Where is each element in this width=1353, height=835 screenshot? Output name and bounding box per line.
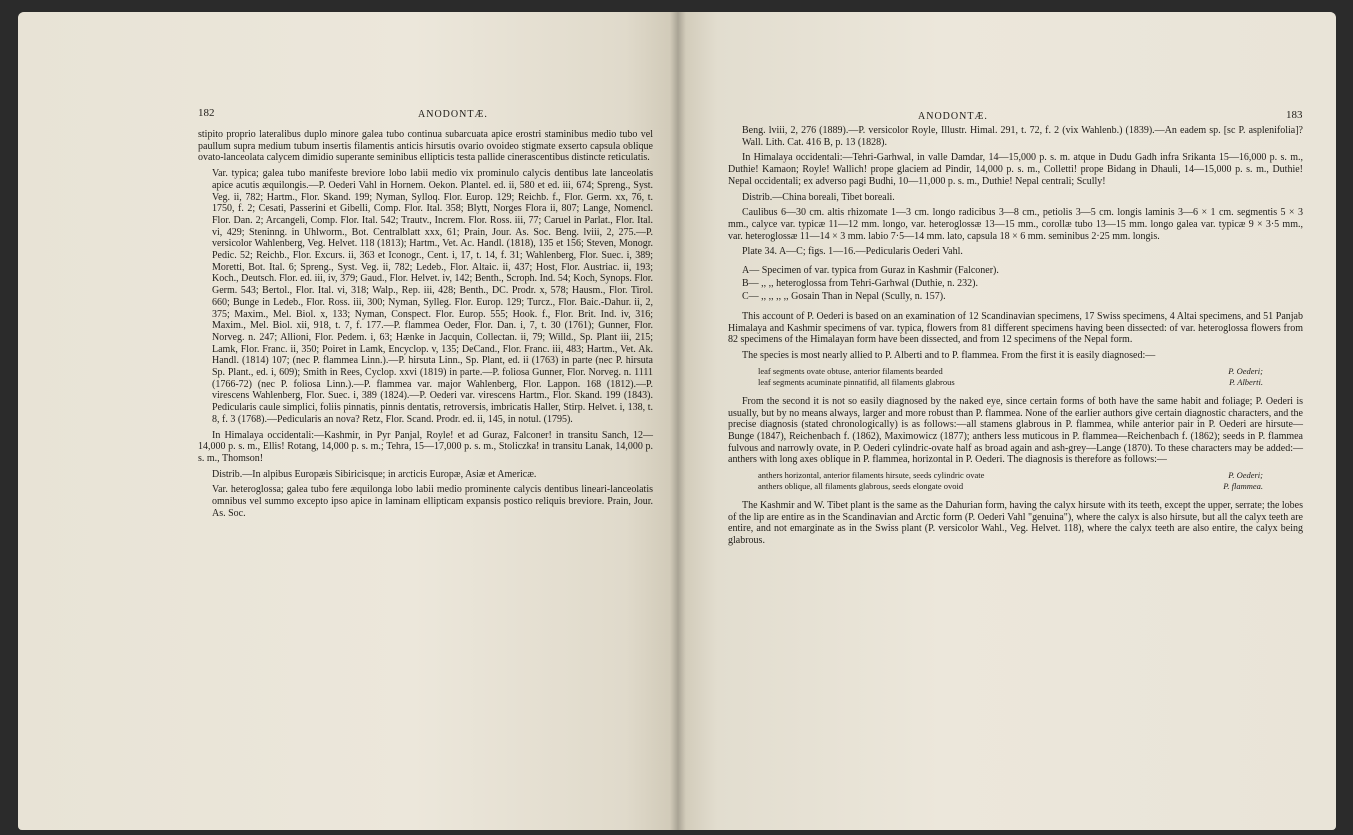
diagnosis-taxon: P. Oederi; [1228,365,1263,376]
paragraph: Beng. lviii, 2, 276 (1889).—P. versicolor Royle, Illustr. Himal. 291, t. 72, f. 2 (vix Wahlenb.) (1839).—An eadem sp. [sc P. asplenifolia]? Wall. Lith. Cat. 416 B, p. 13 (1828). [742,125,1303,148]
diagnosis-taxon: P. flammea. [1223,481,1263,492]
diagnosis-key [758,470,1303,492]
diagnosis-key [758,366,1303,388]
paragraph: From the second it is not so easily diagnosed by the naked eye, since certain forms of both have the same habit and foliage; P. Oederi is usually, but by no means always, larger and more robust than P. flammea. None of the earlier authors give certain diagnostic characters, and the precise diagnosis (stated chronologically) is as follows:—all stamens glabrous in P. flammea, while anterior pair in P. Oederi are hirsute—Bunge (1847), Reichenbach f. (1862), Maximowicz (1877); anthers less muticous in P. flammea—Reichenbach f. (1862); seeds in P. flammea fulvous and narrowly ovate, in P. Oederi cylindric-ovate half as broad again and ash-grey—Lange (1870). To these characters may be added:—anthers with long axes oblique in P. flammea, horizontal in P. Oederi. The diagnosis is therefore as follows:— [728,395,1303,466]
diagnosis-taxon: P. Alberti. [1229,376,1263,387]
left-text-column [198,129,653,524]
paragraph: stipito proprio lateralibus duplo minore galea tubo continua subarcuata apice erostri staminibus medio tubo vel paullum supra medium tubum insertis filamentis anticis hirsutis ovario ovoideo stigmate exserto capsula oblique ovato-lanceolata calycem dimidio superante seminibus ellipticis testa pallide cinerascentibus distincte reticulatis. [198,129,653,164]
right-text-column [728,125,1303,551]
paragraph: The Kashmir and W. Tibet plant is the same as the Dahurian form, having the calyx hirsute with its teeth, except the upper, serrate; the lobes of the lip are entire as in the Scandinavian and Arctic form (P. Oederi Vahl "genuina"), where the calyx is also hirsute, but all the calyx teeth are entire, and not emarginate as in the Swiss plant (P. versicolor Wahl., Veg. Helvet. 118), where the calyx teeth are also entire, the calyx being glabrous. [728,500,1303,547]
diagnosis-taxon: P. Oederi; [1228,470,1263,481]
page-number: 183 [1286,109,1303,121]
plate-line: C— ,, ,, ,, ,, Gosain Than in Nepal (Scully, n. 157). [742,291,946,303]
plate-legend [742,264,1303,303]
paragraph: Caulibus 6—30 cm. altis rhizomate 1—3 cm. longo radicibus 3—8 cm., petiolis 3—5 cm. longis laminis 3—6 × 1 cm. segmentis 5 × 3 mm., calyce var. typicæ 11—12 mm. longo, var. heteroglossæ 13—15 mm., corollæ tubo 13—15 mm. longo galea var. typicæ 9 × 3·5 mm., var. heteroglossæ 11—14 × 3 mm. labio 7·5—14 mm. lato, capsula 18 × 6 mm. seminibus 2·25 mm. longis. [728,207,1303,242]
paragraph: Distrib.—In alpibus Europæis Sibiricisque; in arcticis Europæ, Asiæ et Americæ. [212,468,537,480]
plate-line: A— Specimen of var. typica from Guraz in Kashmir (Falconer). [742,265,999,277]
paragraph: The species is most nearly allied to P. Alberti and to P. flammea. From the first it is easily diagnosed:— [742,350,1156,362]
paragraph: Plate 34. A—C; figs. 1—16.—Pedicularis Oederi Vahl. [742,246,963,258]
diagnosis-row [758,377,1303,388]
paragraph: This account of P. Oederi is based on an examination of 12 Scandinavian specimens, 17 Swiss specimens, 4 Altai specimens, and 51 Panjab Himalaya and Kashmir specimens of var. typica, flowers from 81 different specimens having been dissected: of var. heteroglossa flowers from 82 specimens of the Himalayan form have been dissected, and from 12 specimens of the Nepal form. [728,311,1303,346]
diagnosis-text: leaf segments acuminate pinnatifid, all filaments glabrous [758,376,955,387]
paragraph: Var. heteroglossa; galea tubo fere æquilonga lobo labii medio prominente calycis dentibus lineari-lanceolatis omnibus vel summo excepto ipso apice in laminam ellipticam expansis postico reliquis breviore. Prain, Jour. As. Soc. [212,484,653,519]
diagnosis-row [758,366,1303,377]
book-gutter [670,12,686,830]
right-page [678,12,1336,830]
diagnosis-row [758,470,1303,481]
running-head: ANODONTÆ. [418,109,488,120]
paragraph: In Himalaya occidentali:—Tehri-Garhwal, in valle Damdar, 14—15,000 p. s. m. atque in Dudu Gadh infra Srikanta 15—16,000 p. s. m., Duthie! Kamaon; Royle! Wallich! prope glaciem ad Pindir, 14,000 p. s. m., Colletti! prope Bidang in Dhauli, 14—15,000 p. s. m., Duthie! Nepal occidentali; ex adverso pagi Budhi, 10—11,000 p. s. m., Duthie! Nepal centrali; Scully! [728,152,1303,187]
paragraph: Distrib.—China boreali, Tibet boreali. [742,191,895,203]
running-head: ANODONTÆ. [918,111,988,122]
paragraph: Var. typica; galea tubo manifeste breviore lobo labii medio vix prominulo calycis dentibus late lanceolatis apice acutis æquilongis.—P. Oederi Vahl in Hornem. Oekon. Plantel. ed. ii, 580 et ed. iii, 674; Spreng., Syst. Veg. ii, 782; Hartm., Flor. Skand. 199; Nyman, Sylloq. Flor. Europ. 129; Reichb. f., Flor. Germ. xx, 76, t. 1750, f. 2; Cesati, Passerini et Gibelli, Comp. Flor. Ital. 358; Blytt, Norges Flora ii, 807; Lange, Nomencl. Flor. Dan. 2; Arcangeli, Comp. Flor. Ital. 542; Trautv., Increm. Flor. Ross. iii, 77; Caruel in Parlat., Flor. Ital. vi, 429; Steninng. in Uhlworm., Bot. Centralblatt xxx, 61; Prain, Jour. As. Soc. Beng. lviii, 2, 275.—P. versicolor Wahlenberg, Veg. Helvet. 118 (1813); Hartm., Vet. Ac. Handl. (1818), 135 et 156; Steven, Monogr. Pedic. 52; Reichb., Flor. Excurs. ii, 363 et Iconogr., Cent. i, 17, t. 14, f. 31; Wahlenberg, Flor. Suec. i, 389; Moretti, Bot. Ital. 6; Spreng., Syst. Veg. ii, 782; Ledeb., Flor. Altaic. ii, 437; Host, Flor. Austriac. ii, 193; Koch., Deutsch. Flor. ed. iii, iv, 379; Gaud., Flor. Helvet. iv, 142; Benth., Scroph. Ind. 54; Koch, Synops. Flor. Germ. 543; Bertol., Flor. Ital. vi, 318; Walp., Rep. iii, 428; Benth., DC. Prodr. x, 578; Hausm., Flor. Tirol. 660; Bunge in Ledeb., Flor. Ross. iii, 300; Nyman, Sylleg. Flor. Europ. 129; Turcz., Flor. Baic.-Dahur. ii, 2, 375; Maxim., Mel. Biol. x, 133; Nyman, Conspect. Flor. Europ. 555; Hook. f., Flor. Brit. Ind. iv, 316; Maxim., Mel. Biol. xii, 918, t. 7, f. 177.—P. flammea Oeder, Flor. Dan. i, 7, t. 30 (1761); Gunner, Flor. Norveg. n. 247; Allioni, Flor. Pedem. i, 63; Hænke in Jacquin, Collectan. ii, 79; Willd., Sp. Plant iii, 215; Lamk, Flor. Franc. ii, 350; Poiret in Lamk, Encyclop. v, 135; DeCand., Flor. Franc. iii, 483; Hartm., Vet. Ak. Handl. (1814) 107; (nec P. flammea Linn.).—P. hirsuta Linn., Sp. Plant, ed. ii (1763) in parte (nec P. hirsuta Sp. Plant., ed. i, 609); Smith in Rees, Cyclop. xxvi (1819) in parte.—P. foliosa Gunner, Flor. Norveg. n. 1111 (1766-72) (nec P. foliosa Linn.).—P. flammea var. major Wahlenberg, Flor. Lappon. 168 (1812).—P. virescens Wahlenberg, Flor. Suec. i, 389 (1824).—P. Oederi var. virescens Hartm., Flor. Skand. 199 (1843). Pedicularis caule simplici, foliis pinnatis, pinnis dentatis, retroversis, imbricatis Haller, Stirp. Helvet. i, 138, t. 8, f. 3 (1768).—Pedicularis an nova? Retz, Flor. Scand. Prodr. ed. ii, 145, in notul. (1795). [212,168,653,425]
diagnosis-text: anthers oblique, all filaments glabrous, seeds elongate ovoid [758,481,964,492]
diagnosis-text: anthers horizontal, anterior filaments hirsute, seeds cylindric ovate [758,470,985,481]
diagnosis-text: leaf segments ovate obtuse, anterior filaments bearded [758,365,943,376]
page-number: 182 [198,107,215,119]
plate-line: B— ,, ,, heteroglossa from Tehri-Garhwal (Duthie, n. 232). [742,278,979,290]
left-page [18,12,678,830]
book-spread [18,12,1336,830]
paragraph: In Himalaya occidentali:—Kashmir, in Pyr Panjal, Royle! et ad Guraz, Falconer! in transitu Sanch, 12—14,000 p. s. m., Ellis! Rotang, 14,000 p. s. m.; Tehra, 15—17,000 p. s. m., Stoliczka! in transitu Lanak, 14,000 p. s. m., Thomson! [198,429,653,464]
diagnosis-row [758,481,1303,492]
